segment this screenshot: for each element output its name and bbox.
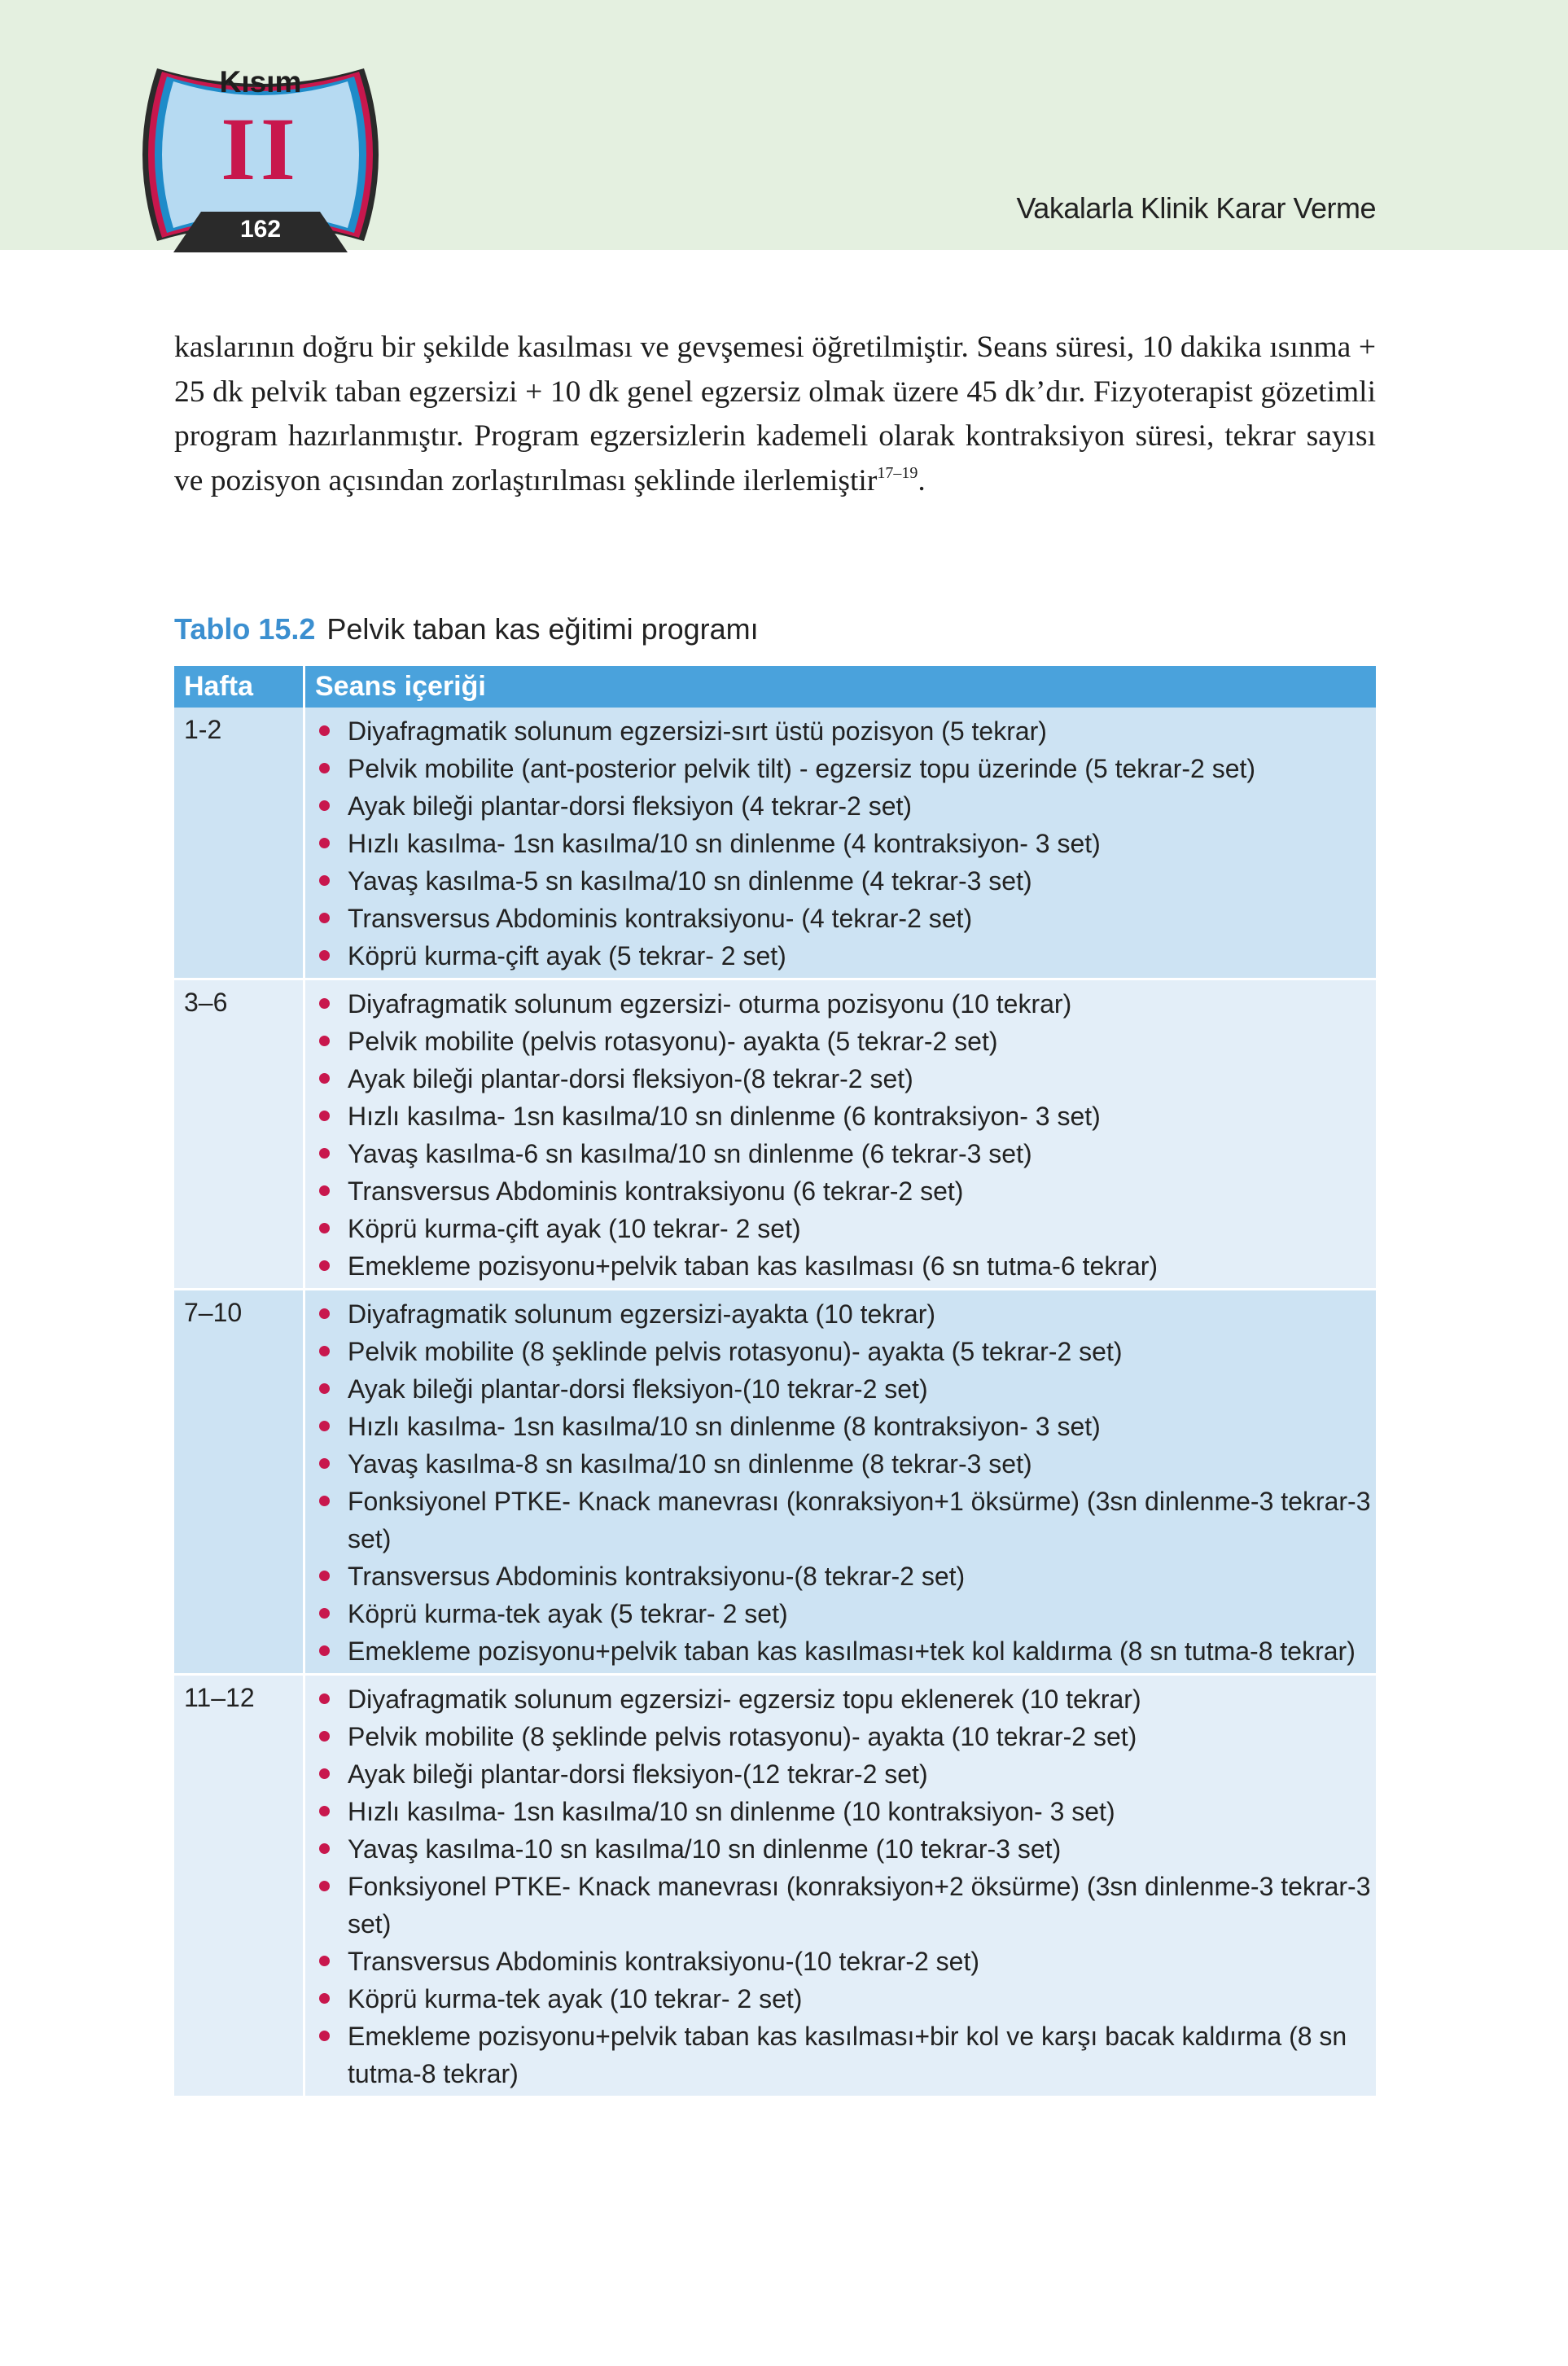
exercise-text: Köprü kurma-tek ayak (10 tekrar- 2 set) [348, 1984, 803, 2013]
bullet-icon [319, 1458, 330, 1469]
table-body [174, 708, 1376, 2097]
list-item [315, 1830, 1376, 1868]
list-item [315, 1755, 1376, 1793]
list-item [315, 862, 1376, 900]
body-paragraph [174, 326, 1376, 503]
part-number: II [221, 99, 300, 199]
exercise-list [315, 709, 1376, 975]
week-cell: 11–12 [174, 1675, 304, 2097]
list-item [315, 1445, 1376, 1483]
list-item [315, 2018, 1376, 2092]
bullet-icon [319, 1111, 330, 1121]
table-row [174, 979, 1376, 1290]
bullet-icon [319, 1956, 330, 1966]
exercise-text: Hızlı kasılma- 1sn kasılma/10 sn dinlenme (4 kontraksiyon- 3 set) [348, 829, 1101, 858]
exercise-table [174, 666, 1376, 2098]
bullet-icon [319, 725, 330, 736]
bullet-icon [319, 1731, 330, 1742]
list-item [315, 1980, 1376, 2018]
list-item [315, 1680, 1376, 1718]
exercise-text: Transversus Abdominis kontraksiyonu- (4 tekrar-2 set) [348, 904, 973, 933]
table-row [174, 1290, 1376, 1675]
bullet-icon [319, 1806, 330, 1816]
exercise-text: Ayak bileği plantar-dorsi fleksiyon-(8 tekrar-2 set) [348, 1064, 913, 1093]
exercise-text: Hızlı kasılma- 1sn kasılma/10 sn dinlenme (8 kontraksiyon- 3 set) [348, 1412, 1101, 1441]
list-item [315, 1868, 1376, 1943]
exercise-text: Ayak bileği plantar-dorsi fleksiyon-(10 tekrar-2 set) [348, 1374, 928, 1404]
bullet-icon [319, 1421, 330, 1431]
list-item [315, 1370, 1376, 1408]
list-item [315, 1098, 1376, 1135]
exercise-text: Diyafragmatik solunum egzersizi-ayakta (10 tekrar) [348, 1299, 936, 1329]
bullet-icon [319, 1073, 330, 1084]
bullet-icon [319, 2031, 330, 2041]
bullet-icon [319, 1768, 330, 1779]
bullet-icon [319, 1185, 330, 1196]
exercise-text: Ayak bileği plantar-dorsi fleksiyon-(12 tekrar-2 set) [348, 1759, 928, 1789]
part-label: Kısım [219, 65, 302, 99]
exercise-text: Köprü kurma-çift ayak (5 tekrar- 2 set) [348, 941, 786, 970]
bullet-icon [319, 1346, 330, 1356]
week-cell: 7–10 [174, 1290, 304, 1675]
exercise-text: Ayak bileği plantar-dorsi fleksiyon (4 tekrar-2 set) [348, 791, 913, 821]
list-item [315, 1943, 1376, 1980]
bullet-icon [319, 1843, 330, 1854]
list-item [315, 1595, 1376, 1632]
paragraph-end: . [918, 463, 926, 497]
list-item [315, 1247, 1376, 1285]
exercise-text: Transversus Abdominis kontraksiyonu-(10 tekrar-2 set) [348, 1947, 979, 1976]
list-item [315, 1718, 1376, 1755]
exercise-text: Hızlı kasılma- 1sn kasılma/10 sn dinlenme (6 kontraksiyon- 3 set) [348, 1102, 1101, 1131]
list-item [315, 825, 1376, 862]
content-cell [304, 1290, 1377, 1675]
bullet-icon [319, 1308, 330, 1319]
list-item [315, 1023, 1376, 1060]
bullet-icon [319, 800, 330, 811]
bullet-icon [319, 1036, 330, 1046]
exercise-list [315, 1677, 1376, 2092]
exercise-list [315, 982, 1376, 1285]
exercise-text: Emekleme pozisyonu+pelvik taban kas kasılması (6 sn tutma-6 tekrar) [348, 1251, 1158, 1281]
exercise-text: Emekleme pozisyonu+pelvik taban kas kasılması+tek kol kaldırma (8 sn tutma-8 tekrar) [348, 1636, 1356, 1666]
list-item [315, 1333, 1376, 1370]
bullet-icon [319, 763, 330, 773]
list-item [315, 787, 1376, 825]
header-content: Seans içeriği [304, 666, 1377, 708]
bullet-icon [319, 1571, 330, 1581]
list-item [315, 712, 1376, 750]
list-item [315, 985, 1376, 1023]
exercise-text: Pelvik mobilite (8 şeklinde pelvis rotasyonu)- ayakta (10 tekrar-2 set) [348, 1722, 1137, 1751]
exercise-text: Yavaş kasılma-8 sn kasılma/10 sn dinlenme (8 tekrar-3 set) [348, 1449, 1032, 1479]
part-badge [134, 57, 387, 252]
list-item [315, 1632, 1376, 1670]
list-item [315, 1558, 1376, 1595]
bullet-icon [319, 1881, 330, 1891]
running-title: Vakalarla Klinik Karar Verme [1016, 191, 1376, 225]
exercise-text: Yavaş kasılma-10 sn kasılma/10 sn dinlenme (10 tekrar-3 set) [348, 1834, 1062, 1864]
caption-text: Pelvik taban kas eğitimi programı [326, 612, 759, 646]
table-caption [174, 612, 759, 646]
week-cell: 3–6 [174, 979, 304, 1290]
bullet-icon [319, 1260, 330, 1271]
paragraph-text: kaslarının doğru bir şekilde kasılması ve gevşemesi öğretilmiştir. Seans süresi, 10 dakika ısınma + 25 dk pelvik taban egzersizi + 10 dk genel egzersiz olmak üzere 45 dk’dır. Fizyoterapist gözetimli program hazırlanmıştır. Program egzersizlerin kademeli olarak kontraksiyon süresi, tekrar sayısı ve pozisyon açısından zorlaştırılması şeklinde ilerlemiştir [174, 331, 1376, 497]
exercise-text: Pelvik mobilite (8 şeklinde pelvis rotasyonu)- ayakta (5 tekrar-2 set) [348, 1337, 1123, 1366]
table-row [174, 708, 1376, 979]
table-row [174, 1675, 1376, 2097]
content-cell [304, 1675, 1377, 2097]
exercise-text: Hızlı kasılma- 1sn kasılma/10 sn dinlenme (10 kontraksiyon- 3 set) [348, 1797, 1115, 1826]
bullet-icon [319, 950, 330, 961]
bullet-icon [319, 1693, 330, 1704]
exercise-text: Emekleme pozisyonu+pelvik taban kas kasılması+bir kol ve karşı bacak kaldırma (8 sn tutma-8 tekrar) [348, 2022, 1347, 2088]
bullet-icon [319, 1645, 330, 1656]
citation: 17–19 [877, 463, 918, 482]
content-cell [304, 708, 1377, 979]
list-item [315, 1408, 1376, 1445]
exercise-text: Pelvik mobilite (ant-posterior pelvik tilt) - egzersiz topu üzerinde (5 tekrar-2 set) [348, 754, 1256, 783]
exercise-text: Transversus Abdominis kontraksiyonu-(8 tekrar-2 set) [348, 1562, 966, 1591]
exercise-text: Yavaş kasılma-6 sn kasılma/10 sn dinlenme (6 tekrar-3 set) [348, 1139, 1032, 1168]
list-item [315, 1172, 1376, 1210]
bullet-icon [319, 1148, 330, 1159]
page-number: 162 [239, 216, 282, 243]
exercise-text: Diyafragmatik solunum egzersizi- oturma pozisyonu (10 tekrar) [348, 989, 1072, 1019]
header-week: Hafta [174, 666, 304, 708]
exercise-text: Fonksiyonel PTKE- Knack manevrası (konraksiyon+1 öksürme) (3sn dinlenme-3 tekrar-3 set) [348, 1487, 1371, 1553]
list-item [315, 937, 1376, 975]
list-item [315, 900, 1376, 937]
list-item [315, 750, 1376, 787]
exercise-text: Diyafragmatik solunum egzersizi- egzersiz topu eklenerek (10 tekrar) [348, 1685, 1141, 1714]
content-cell [304, 979, 1377, 1290]
exercise-text: Köprü kurma-çift ayak (10 tekrar- 2 set) [348, 1214, 801, 1243]
exercise-text: Pelvik mobilite (pelvis rotasyonu)- ayakta (5 tekrar-2 set) [348, 1027, 998, 1056]
table-header-row [174, 666, 1376, 708]
bullet-icon [319, 875, 330, 886]
list-item [315, 1135, 1376, 1172]
list-item [315, 1210, 1376, 1247]
bullet-icon [319, 1993, 330, 2004]
bullet-icon [319, 1383, 330, 1394]
list-item [315, 1793, 1376, 1830]
bullet-icon [319, 1223, 330, 1233]
week-cell: 1-2 [174, 708, 304, 979]
bullet-icon [319, 838, 330, 848]
exercise-text: Köprü kurma-tek ayak (5 tekrar- 2 set) [348, 1599, 788, 1628]
caption-label: Tablo 15.2 [174, 612, 316, 646]
list-item [315, 1295, 1376, 1333]
bullet-icon [319, 1496, 330, 1506]
bullet-icon [319, 1608, 330, 1619]
exercise-text: Transversus Abdominis kontraksiyonu (6 tekrar-2 set) [348, 1176, 964, 1206]
exercise-text: Diyafragmatik solunum egzersizi-sırt üstü pozisyon (5 tekrar) [348, 716, 1047, 746]
bullet-icon [319, 998, 330, 1009]
exercise-text: Yavaş kasılma-5 sn kasılma/10 sn dinlenme (4 tekrar-3 set) [348, 866, 1032, 896]
exercise-list [315, 1292, 1376, 1670]
bullet-icon [319, 913, 330, 923]
exercise-text: Fonksiyonel PTKE- Knack manevrası (konraksiyon+2 öksürme) (3sn dinlenme-3 tekrar-3 set) [348, 1872, 1371, 1939]
list-item [315, 1483, 1376, 1558]
list-item [315, 1060, 1376, 1098]
